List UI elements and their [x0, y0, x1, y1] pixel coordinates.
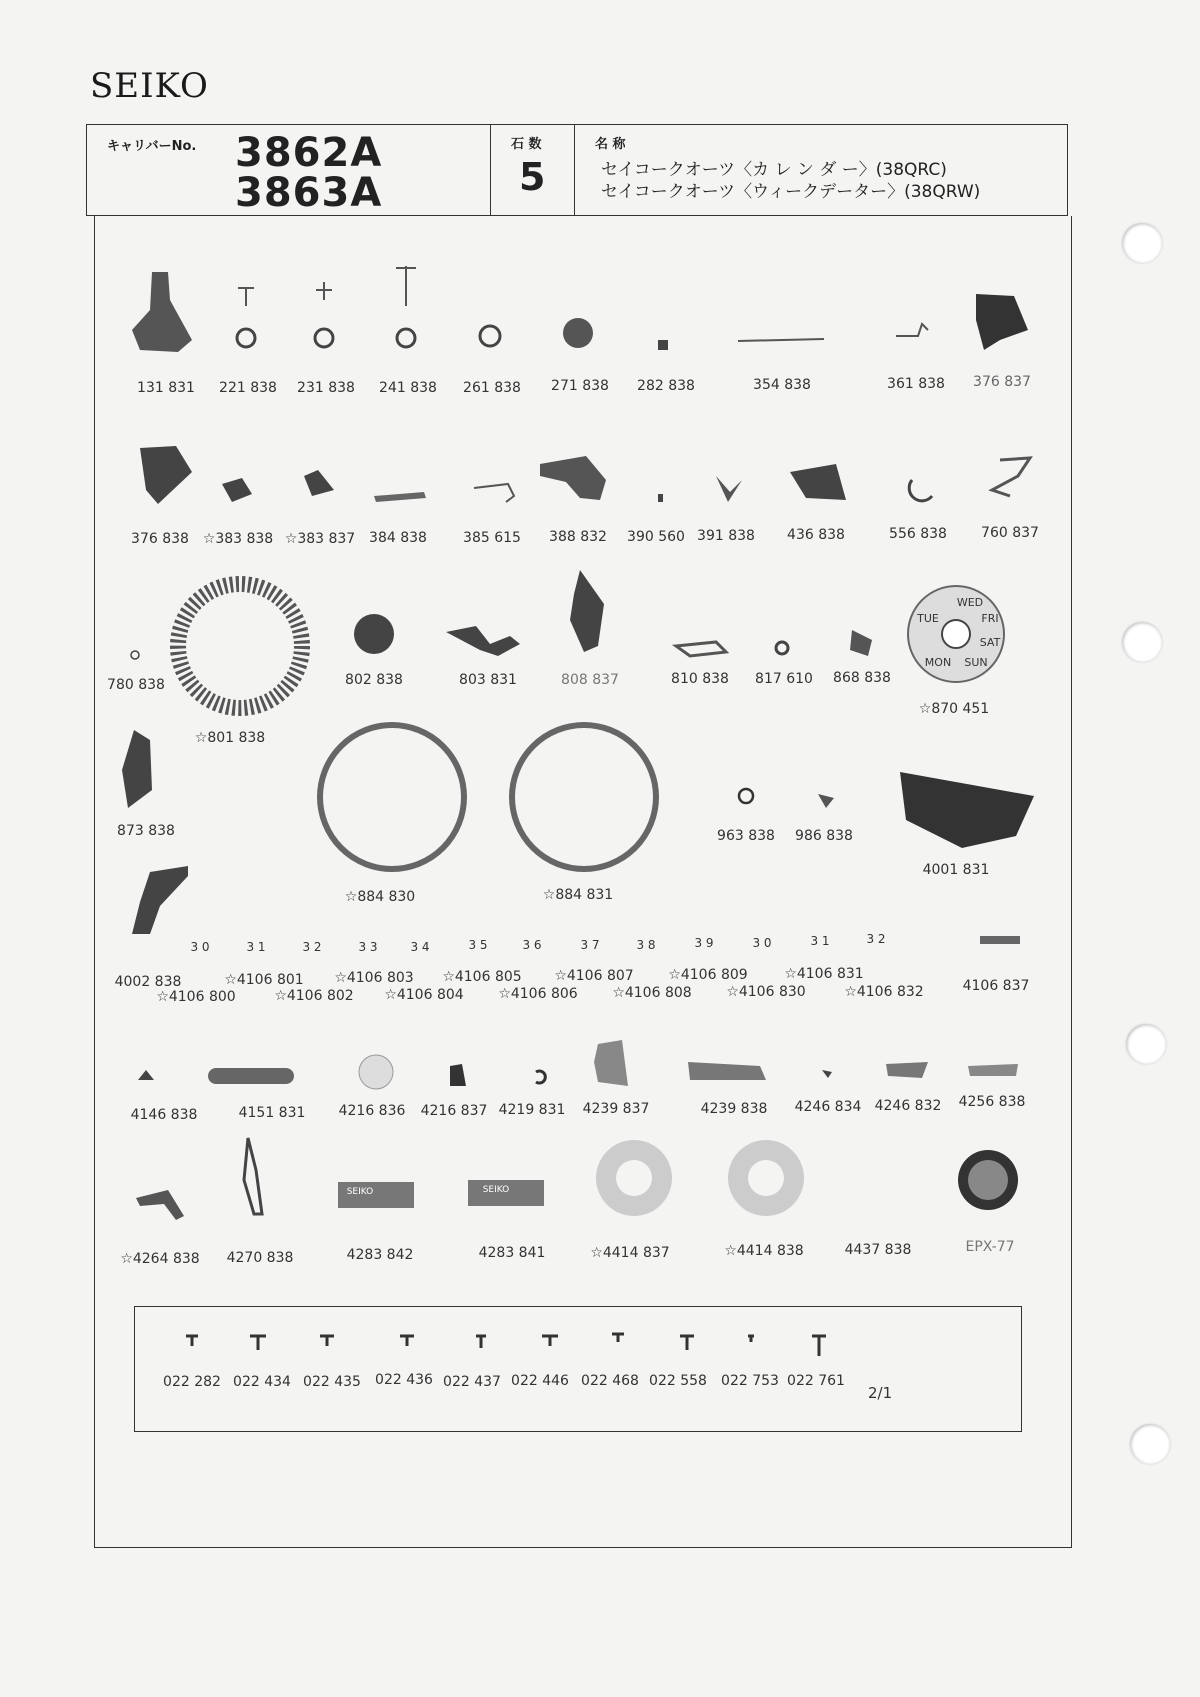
part-label: 4283 841 [478, 1245, 546, 1261]
digit-glyph: 3 5 [468, 938, 488, 952]
part-label: 4256 838 [958, 1094, 1026, 1110]
part-label: EPX-77 [965, 1239, 1015, 1255]
screw-label: 022 468 [581, 1373, 639, 1389]
part-label: 131 831 [137, 380, 195, 396]
part-label: 282 838 [637, 378, 695, 394]
part-label: 4106 837 [962, 978, 1030, 994]
part-label: 4002 838 [114, 974, 182, 990]
part-label: 241 838 [379, 380, 437, 396]
part-label: 221 838 [219, 380, 277, 396]
part-label: 388 832 [549, 529, 607, 545]
part-label: 4246 834 [794, 1099, 862, 1115]
model-name-2: セイコークオーツ〈ウィークデーター〉(38QRW) [601, 182, 981, 202]
screw-label: 022 753 [721, 1373, 779, 1389]
part-label: ☆4106 831 [784, 966, 864, 982]
screw-label: 022 435 [303, 1374, 361, 1390]
part-label: 4219 831 [498, 1102, 566, 1118]
part-label: 376 838 [131, 531, 189, 547]
part-label: 4001 831 [922, 862, 990, 878]
digit-glyph: 3 2 [866, 932, 886, 946]
jewels-label: 石 数 [511, 137, 542, 152]
part-label: 802 838 [345, 672, 403, 688]
part-label: ☆870 451 [918, 701, 990, 717]
part-label: ☆4414 837 [590, 1245, 670, 1261]
part-label: 780 838 [107, 677, 165, 693]
part-label: ☆383 838 [202, 531, 274, 547]
part-label: 4246 832 [874, 1098, 942, 1114]
gear-icon [563, 318, 593, 348]
digit-glyph: 3 1 [810, 934, 830, 948]
digit-glyph: 3 7 [580, 938, 600, 952]
screw-label: 022 558 [649, 1373, 707, 1389]
part-label: ☆4106 832 [844, 984, 924, 1000]
part-label: ☆884 831 [542, 887, 614, 903]
part-label: 390 560 [627, 529, 685, 545]
day-disk-wed: WED [956, 596, 984, 609]
part-label: ☆884 830 [344, 889, 416, 905]
part-label: 436 838 [787, 527, 845, 543]
part-label: 810 838 [671, 671, 729, 687]
part-label: ☆4106 808 [612, 985, 692, 1001]
plate-text: SEIKO [346, 1187, 374, 1197]
digit-glyph: 3 3 [358, 940, 378, 954]
part-label: 817 610 [755, 671, 813, 687]
part-label: 803 831 [459, 672, 517, 688]
digit-glyph: 3 8 [636, 938, 656, 952]
jewels-value: 5 [519, 155, 546, 199]
part-label: 354 838 [753, 377, 811, 393]
part-label: 4151 831 [238, 1105, 306, 1121]
plate-part-icon [132, 272, 192, 352]
part-label: 261 838 [463, 380, 521, 396]
part-label: ☆4106 802 [274, 988, 354, 1004]
part-label: ☆801 838 [194, 730, 266, 746]
part-label: ☆4106 809 [668, 967, 748, 983]
part-label: 4437 838 [844, 1242, 912, 1258]
part-label: ☆4414 838 [724, 1243, 804, 1259]
part-label: ☆4106 806 [498, 986, 578, 1002]
part-label: 4216 837 [420, 1103, 488, 1119]
name-label: 名 称 [595, 137, 626, 152]
part-label: ☆4264 838 [120, 1251, 200, 1267]
part-label: ☆4106 801 [224, 972, 304, 988]
part-label: ☆4106 803 [334, 970, 414, 986]
screw-label: 022 446 [511, 1373, 569, 1389]
part-label: 868 838 [833, 670, 891, 686]
screw-label: 022 761 [787, 1373, 845, 1389]
caliber-number-1: 3862A [235, 130, 383, 176]
part-label: ☆4106 800 [156, 989, 236, 1005]
part-label: 376 837 [973, 374, 1031, 390]
part-label: 963 838 [717, 828, 775, 844]
part-label: 385 615 [463, 530, 521, 546]
screw-box [134, 1306, 1022, 1432]
part-label: 986 838 [795, 828, 853, 844]
part-label: 4216 836 [338, 1103, 406, 1119]
part-label: 760 837 [981, 525, 1039, 541]
digit-glyph: 3 0 [190, 940, 210, 954]
part-label: 873 838 [117, 823, 175, 839]
part-label: 384 838 [369, 530, 427, 546]
page-fraction: 2/1 [868, 1384, 893, 1402]
part-label: ☆4106 807 [554, 968, 634, 984]
plate-text: SEIKO [482, 1185, 510, 1195]
caliber-number-2: 3863A [235, 170, 383, 216]
screw-label: 022 437 [443, 1374, 501, 1390]
part-label: 4239 838 [700, 1101, 768, 1117]
digit-glyph: 3 6 [522, 938, 542, 952]
day-disk-mon: MON [924, 656, 952, 669]
part-label: 4239 837 [582, 1101, 650, 1117]
part-label: 556 838 [889, 526, 947, 542]
digit-glyph: 3 4 [410, 940, 430, 954]
part-label: 271 838 [551, 378, 609, 394]
day-disk-tue: TUE [917, 612, 939, 625]
digit-glyph: 3 2 [302, 940, 322, 954]
screw-label: 022 436 [375, 1372, 433, 1388]
day-disk-sun: SUN [964, 656, 988, 669]
part-label: 4146 838 [130, 1107, 198, 1123]
part-label: 231 838 [297, 380, 355, 396]
day-disk-sat: SAT [979, 636, 1001, 649]
part-label: 361 838 [887, 376, 945, 392]
caliber-label: キャリバーNo. [107, 139, 197, 154]
day-disk-fri: FRI [981, 612, 999, 625]
screw-label: 022 282 [163, 1374, 221, 1390]
part-label: 391 838 [697, 528, 755, 544]
digit-glyph: 3 9 [694, 936, 714, 950]
part-label: ☆4106 804 [384, 987, 464, 1003]
part-label: 4283 842 [346, 1247, 414, 1263]
part-label: ☆4106 805 [442, 969, 522, 985]
part-label: 808 837 [561, 672, 619, 688]
part-label: 4270 838 [226, 1250, 294, 1266]
digit-glyph: 3 1 [246, 940, 266, 954]
digit-glyph: 3 0 [752, 936, 772, 950]
brand-logo: SEIKO [90, 66, 209, 106]
model-name-1: セイコークオーツ〈カ レ ン ダ ー〉(38QRC) [601, 160, 947, 180]
part-label: ☆383 837 [284, 531, 356, 547]
screw-label: 022 434 [233, 1374, 291, 1390]
part-label: ☆4106 830 [726, 984, 806, 1000]
